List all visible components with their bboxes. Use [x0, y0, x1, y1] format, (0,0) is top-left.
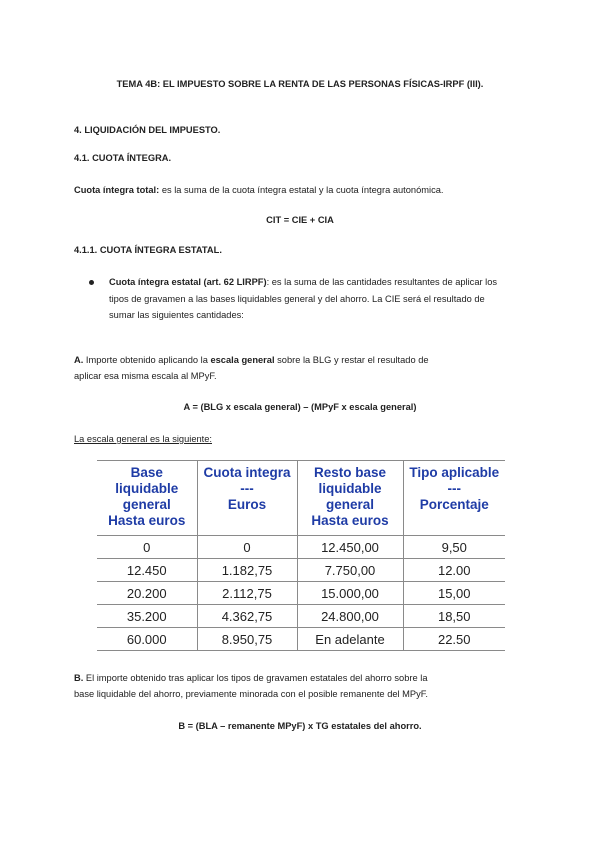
table-row	[97, 605, 505, 628]
formula-a: A = (BLG x escala general) – (MPyF x escala general)	[183, 402, 417, 412]
table-cell: 9,50	[403, 536, 505, 559]
bullet-line-3: sumar las siguientes cantidades:	[109, 310, 244, 320]
cuota-total-label: Cuota íntegra total:	[74, 185, 160, 195]
table-cell: En adelante	[297, 628, 403, 651]
header-resto-base: Resto base liquidable general Hasta euros	[297, 461, 403, 536]
table-row	[97, 582, 505, 605]
table-cell: 7.750,00	[297, 559, 403, 582]
table-cell: 8.950,75	[197, 628, 297, 651]
table-cell: 0	[197, 536, 297, 559]
table-cell: 12.450	[97, 559, 197, 582]
section-heading-4-1-1: 4.1.1. CUOTA ÍNTEGRA ESTATAL.	[74, 245, 222, 255]
paragraph-b-line-1: B. El importe obtenido tras aplicar los tipos de gravamen estatales del ahorro sobre la	[74, 673, 428, 683]
table-cell: 35.200	[97, 605, 197, 628]
escala-general-bold: escala general	[210, 355, 275, 365]
header-base-liquidable: Base liquidable general Hasta euros	[97, 461, 197, 536]
table-cell: 60.000	[97, 628, 197, 651]
table-cell: 15.000,00	[297, 582, 403, 605]
table-cell: 18,50	[403, 605, 505, 628]
table-cell: 22.50	[403, 628, 505, 651]
table-row	[97, 628, 505, 651]
paragraph-a-line-2: aplicar esa misma escala al MPyF.	[74, 371, 217, 381]
table-cell: 2.112,75	[197, 582, 297, 605]
bullet-label: Cuota íntegra estatal (art. 62 LIRPF)	[109, 277, 267, 287]
header-tipo-aplicable: Tipo aplicable --- Porcentaje	[403, 461, 505, 536]
table-cell: 15,00	[403, 582, 505, 605]
bullet-line-2: tipos de gravamen a las bases liquidables general y del ahorro. La CIE será el resultado de	[109, 294, 485, 304]
paragraph-b-line-2: base liquidable del ahorro, previamente minorada con el posible remanente del MPyF.	[74, 689, 429, 699]
escala-heading: La escala general es la siguiente:	[74, 434, 212, 444]
escala-general-table	[97, 460, 505, 651]
cuota-total-paragraph	[74, 184, 443, 196]
table-cell: 20.200	[97, 582, 197, 605]
section-heading-4: 4. LIQUIDACIÓN DEL IMPUESTO.	[74, 125, 221, 135]
table-cell: 12.00	[403, 559, 505, 582]
table-row	[97, 559, 505, 582]
paragraph-a-line-1: A. Importe obtenido aplicando la escala general sobre la BLG y restar el resultado de	[74, 355, 429, 365]
section-heading-4-1: 4.1. CUOTA ÍNTEGRA.	[74, 153, 172, 163]
bullet-icon	[89, 280, 94, 285]
table-cell: 1.182,75	[197, 559, 297, 582]
formula-cit: CIT = CIE + CIA	[266, 215, 334, 225]
table-cell: 12.450,00	[297, 536, 403, 559]
table-header-row	[97, 461, 505, 536]
cuota-total-text: es la suma de la cuota íntegra estatal y la cuota íntegra autonómica.	[159, 185, 444, 195]
table-row	[97, 536, 505, 559]
table-cell: 4.362,75	[197, 605, 297, 628]
page-title: TEMA 4B: EL IMPUESTO SOBRE LA RENTA DE LAS PERSONAS FÍSICAS-IRPF (III).	[116, 79, 484, 89]
header-cuota-integra: Cuota integra --- Euros	[197, 461, 297, 536]
formula-b: B = (BLA – remanente MPyF) x TG estatales del ahorro.	[178, 721, 422, 731]
table-cell: 0	[97, 536, 197, 559]
bullet-line-1: Cuota íntegra estatal (art. 62 LIRPF): es la suma de las cantidades resultantes de aplicar los	[109, 277, 498, 287]
table-cell: 24.800,00	[297, 605, 403, 628]
